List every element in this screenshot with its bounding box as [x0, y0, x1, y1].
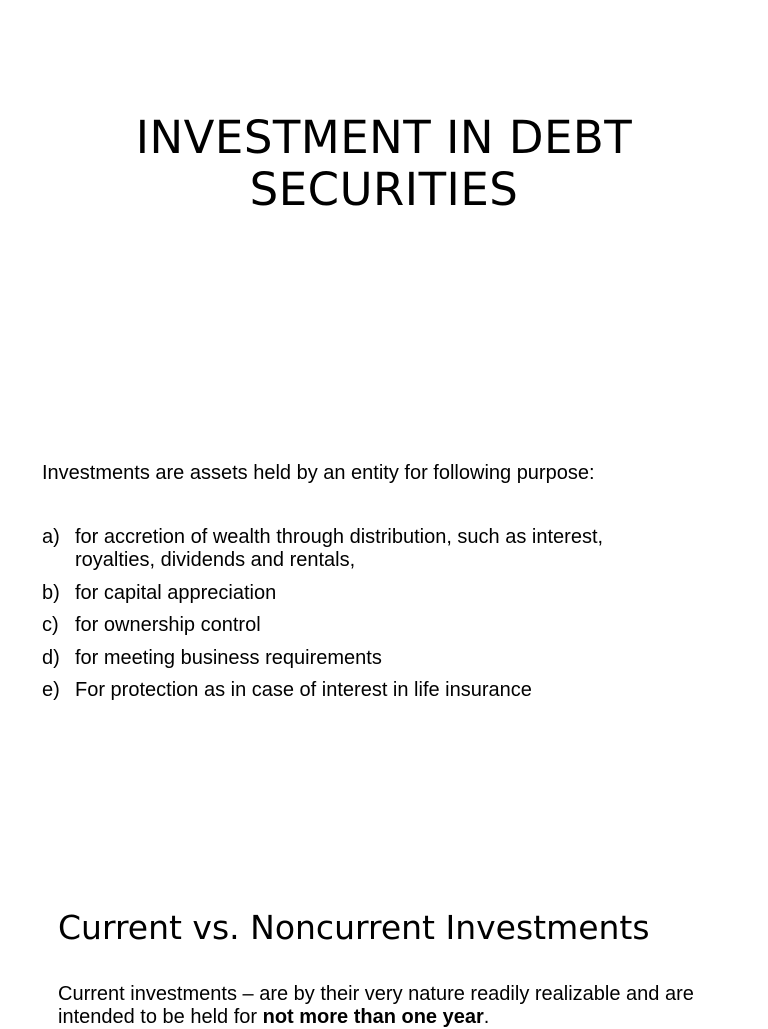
list-item-marker: d): [42, 646, 60, 669]
list-item: [42, 647, 682, 670]
intro-text: Investments are assets held by an entity for following purpose:: [42, 462, 595, 484]
list-item: [42, 526, 682, 572]
list-item-text: for capital appreciation: [75, 581, 277, 604]
list-item-marker: b): [42, 581, 60, 604]
section-heading: Current vs. Noncurrent Investments: [58, 908, 650, 947]
list-item: [42, 679, 682, 702]
list-item-marker: e): [42, 679, 60, 701]
list-item: [42, 614, 682, 637]
section-body-emphasis: not more than one year: [262, 1006, 484, 1028]
slide-title-line-1: INVESTMENT IN DEBT: [135, 111, 633, 164]
section-body-end: .: [483, 1006, 490, 1028]
slide-title-line-2: SECURITIES: [249, 163, 519, 216]
list-item-text: for accretion of wealth through distribution, such as interest, royalties, dividends and rentals,: [75, 526, 604, 571]
list-item-text: For protection as in case of interest in life insurance: [75, 679, 532, 701]
section-body-text: Current investments – are by their very nature readily realizable and are intended to be held for: [58, 983, 694, 1028]
list-item-marker: a): [42, 526, 60, 548]
list-item-text: for meeting business requirements: [75, 646, 382, 669]
purpose-list: [42, 526, 682, 712]
list-item-text: for ownership control: [75, 614, 261, 636]
slide-title: [0, 112, 768, 216]
list-item: [42, 582, 682, 605]
list-item-marker: c): [42, 614, 59, 636]
section-body: [58, 983, 698, 1029]
